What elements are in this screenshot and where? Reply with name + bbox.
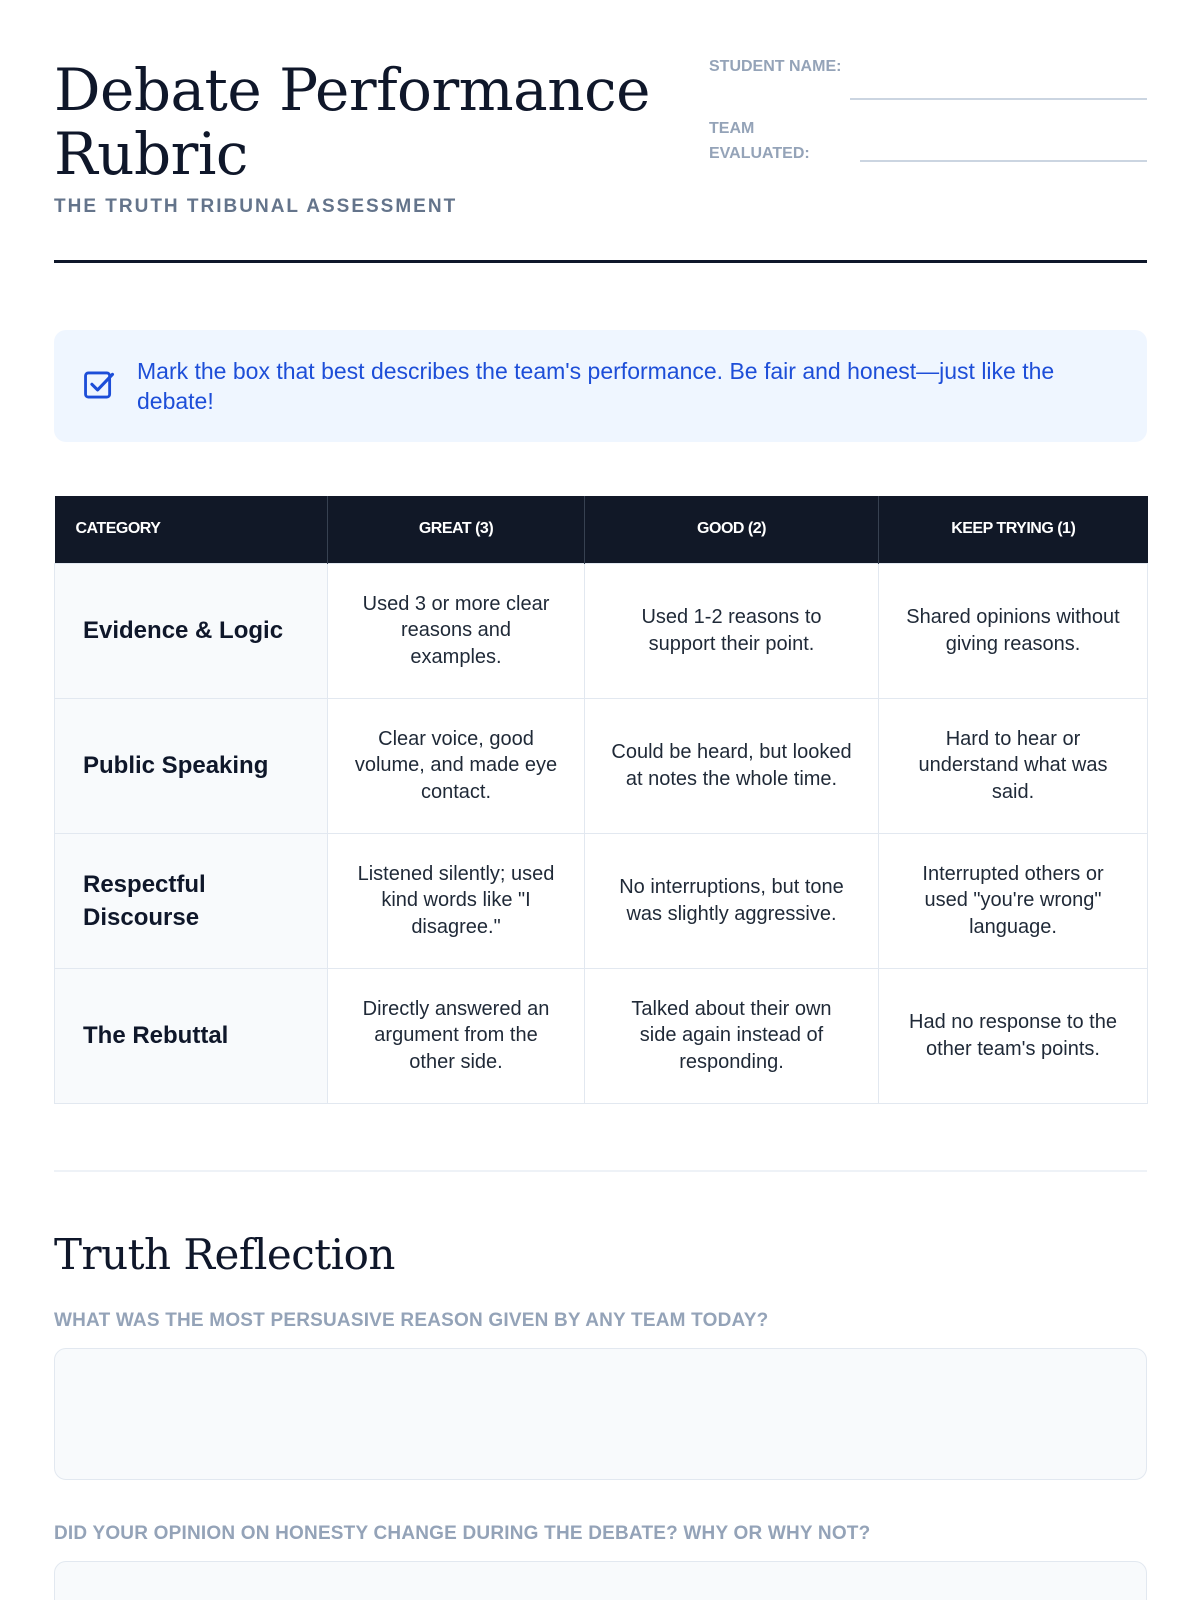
column-header-good: GOOD (2)	[585, 496, 879, 563]
rubric-option-great[interactable]: Listened silently; used kind words like "I disagree."	[328, 833, 585, 968]
reflection-title: Truth Reflection	[54, 1230, 395, 1279]
instruction-callout	[54, 330, 1147, 442]
instruction-text: Mark the box that best describes the team's performance. Be fair and honest—just like the debate!	[137, 358, 1055, 414]
rubric-header-row	[55, 496, 1148, 563]
category-cell: The Rebuttal	[55, 968, 328, 1103]
table-row	[55, 833, 1148, 968]
rubric-option-keep-trying[interactable]: Interrupted others or used "you're wrong" language.	[879, 833, 1148, 968]
category-cell: Respectful Discourse	[55, 833, 328, 968]
student-name-field[interactable]	[850, 98, 1147, 100]
header-divider	[54, 260, 1147, 263]
column-header-keep-trying: KEEP TRYING (1)	[879, 496, 1148, 563]
rubric-option-great[interactable]: Directly answered an argument from the other side.	[328, 968, 585, 1103]
team-evaluated-field[interactable]	[860, 160, 1147, 162]
page-header	[54, 54, 1147, 264]
reflection-question-2: DID YOUR OPINION ON HONESTY CHANGE DURING THE DEBATE? WHY OR WHY NOT?	[54, 1523, 871, 1544]
team-evaluated-label: TEAM EVALUATED:	[709, 120, 810, 162]
student-name-row	[709, 54, 1147, 106]
table-row	[55, 698, 1148, 833]
rubric-option-good[interactable]: Talked about their own side again instead of responding.	[585, 968, 879, 1103]
reflection-answer-box-2[interactable]	[54, 1561, 1147, 1600]
reflection-answer-box-1[interactable]	[54, 1348, 1147, 1480]
column-header-great: GREAT (3)	[328, 496, 585, 563]
rubric-option-great[interactable]: Clear voice, good volume, and made eye contact.	[328, 698, 585, 833]
rubric-option-great[interactable]: Used 3 or more clear reasons and examples.	[328, 563, 585, 698]
page-title: Debate Performance Rubric	[54, 56, 650, 188]
rubric-table	[54, 496, 1148, 1104]
rubric-option-good[interactable]: Could be heard, but looked at notes the whole time.	[585, 698, 879, 833]
checkbox-checked-icon	[82, 368, 116, 402]
rubric-option-good[interactable]: Used 1-2 reasons to support their point.	[585, 563, 879, 698]
rubric-option-keep-trying[interactable]: Hard to hear or understand what was said.	[879, 698, 1148, 833]
rubric-option-good[interactable]: No interruptions, but tone was slightly aggressive.	[585, 833, 879, 968]
column-header-category: CATEGORY	[55, 496, 328, 563]
category-cell: Evidence & Logic	[55, 563, 328, 698]
table-row	[55, 563, 1148, 698]
category-cell: Public Speaking	[55, 698, 328, 833]
table-row	[55, 968, 1148, 1103]
rubric-option-keep-trying[interactable]: Shared opinions without giving reasons.	[879, 563, 1148, 698]
student-name-label: STUDENT NAME:	[709, 58, 842, 75]
rubric-option-keep-trying[interactable]: Had no response to the other team's points.	[879, 968, 1148, 1103]
page-subtitle: THE TRUTH TRIBUNAL ASSESSMENT	[54, 196, 458, 217]
reflection-question-1: WHAT WAS THE MOST PERSUASIVE REASON GIVEN BY ANY TEAM TODAY?	[54, 1310, 769, 1331]
section-divider	[54, 1170, 1147, 1172]
team-evaluated-row	[709, 116, 1147, 168]
